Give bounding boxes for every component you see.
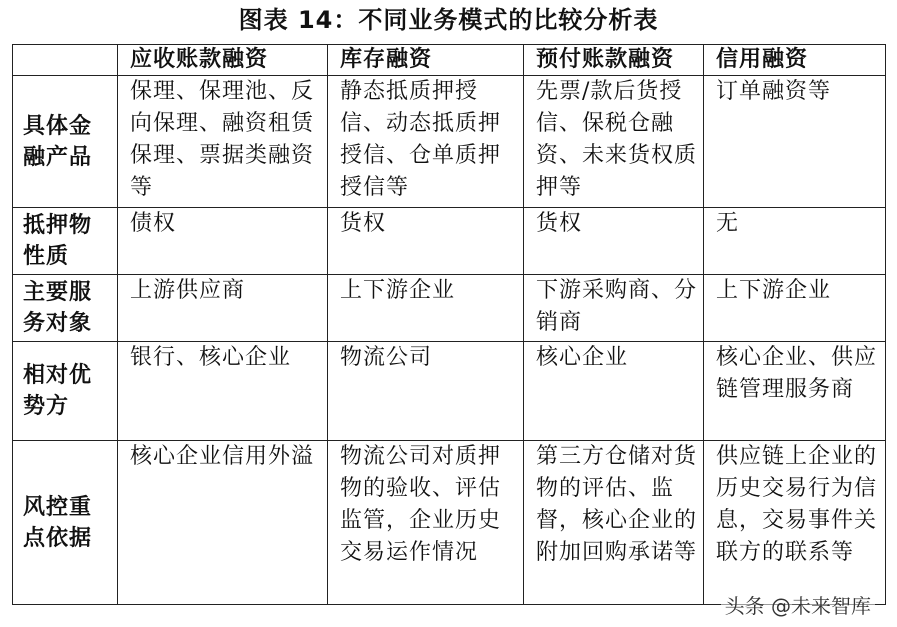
column-header: 应收账款融资 bbox=[118, 45, 328, 76]
column-header: 库存融资 bbox=[328, 45, 524, 76]
table-row bbox=[13, 76, 886, 208]
table-cell: 保理、保理池、反向保理、融资租赁保理、票据类融资等 bbox=[118, 76, 328, 208]
row-header: 具体金融产品 bbox=[13, 76, 118, 208]
table-cell: 物流公司对质押物的验收、评估监管，企业历史交易运作情况 bbox=[328, 441, 524, 605]
table-cell: 第三方仓储对货物的评估、监督，核心企业的附加回购承诺等 bbox=[524, 441, 704, 605]
table-cell: 上游供应商 bbox=[118, 275, 328, 342]
table-cell: 静态抵质押授信、动态抵质押授信、仓单质押授信等 bbox=[328, 76, 524, 208]
table-cell: 无 bbox=[704, 208, 886, 275]
table-cell: 核心企业信用外溢 bbox=[118, 441, 328, 605]
table-cell: 订单融资等 bbox=[704, 76, 886, 208]
table-cell: 债权 bbox=[118, 208, 328, 275]
table-cell: 上下游企业 bbox=[328, 275, 524, 342]
comparison-table bbox=[12, 44, 886, 605]
row-header: 主要服务对象 bbox=[13, 275, 118, 342]
table-row bbox=[13, 275, 886, 342]
source-watermark: 头条 @未来智库 bbox=[721, 590, 875, 619]
table-row bbox=[13, 342, 886, 441]
table-row bbox=[13, 208, 886, 275]
table-caption: 图表 14：不同业务模式的比较分析表 bbox=[238, 6, 659, 34]
table-cell: 先票/款后货授信、保税仓融资、未来货权质押等 bbox=[524, 76, 704, 208]
row-header: 抵押物性质 bbox=[13, 208, 118, 275]
table-cell: 上下游企业 bbox=[704, 275, 886, 342]
table-cell: 货权 bbox=[524, 208, 704, 275]
corner-cell bbox=[13, 45, 118, 76]
table-row bbox=[13, 441, 886, 605]
table-cell: 物流公司 bbox=[328, 342, 524, 441]
table-cell: 下游采购商、分销商 bbox=[524, 275, 704, 342]
table-cell: 核心企业、供应链管理服务商 bbox=[704, 342, 886, 441]
table-cell: 货权 bbox=[328, 208, 524, 275]
table-cell: 核心企业 bbox=[524, 342, 704, 441]
column-header: 预付账款融资 bbox=[524, 45, 704, 76]
table-cell: 供应链上企业的历史交易行为信息，交易事件关联方的联系等 bbox=[704, 441, 886, 605]
header-row bbox=[13, 45, 886, 76]
table-cell: 银行、核心企业 bbox=[118, 342, 328, 441]
column-header: 信用融资 bbox=[704, 45, 886, 76]
row-header: 相对优势方 bbox=[13, 342, 118, 441]
row-header: 风控重点依据 bbox=[13, 441, 118, 605]
